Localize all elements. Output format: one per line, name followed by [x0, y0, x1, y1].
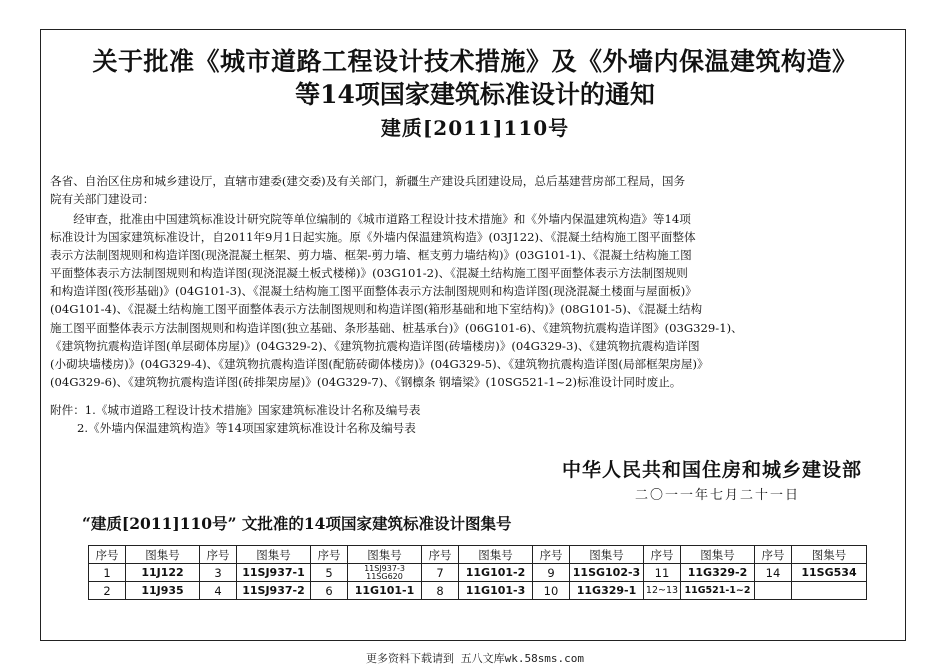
attachment-item: 2.《外墙内保温建筑构造》等14项国家建筑标准设计名称及编号表 — [77, 421, 416, 436]
table-title: “建质[2011]110号” 文批准的14项国家建筑标准设计图集号 — [82, 514, 512, 533]
table-cell: 11G101-1 — [348, 582, 422, 600]
stacked-code: 11SG620 — [366, 571, 403, 581]
table-cell: 11 — [644, 564, 681, 582]
body-line: (04G101-4)、《混凝土结构施工图平面整体表示方法制图规则和构造详图(箱形基础和地下室结构)》(08G101-5)、《混凝土结构 — [50, 302, 703, 317]
document-number: 建质[2011]110号 — [380, 116, 570, 140]
header-cell: 图集号 — [237, 546, 311, 564]
table-cell: 11G101-2 — [459, 564, 533, 582]
table-row — [89, 582, 867, 600]
table-cell: 11G521-1~2 — [681, 582, 755, 600]
header-cell: 图集号 — [570, 546, 644, 564]
table-cell: 14 — [755, 564, 792, 582]
header-cell: 序号 — [89, 546, 126, 564]
addressees-line: 院有关部门建设司： — [50, 192, 155, 207]
body-line: 《建筑物抗震构造详图(单层砌体房屋)》(04G329-2)、《建筑物抗震构造详图(砖墙楼房)》(04G329-3)、《建筑物抗震构造详图 — [50, 338, 700, 353]
addressees-line: 各省、自治区住房和城乡建设厅，直辖市建委(建交委)及有关部门，新疆生产建设兵团建设局，总后基建营房部工程局，国务 — [50, 174, 686, 188]
body-line: 平面整体表示方法制图规则和构造详图(现浇混凝土板式楼梯)》(03G101-2)、《混凝土结构施工图平面整体表示方法制图规则 — [50, 266, 688, 281]
table-cell: 2 — [89, 582, 126, 600]
table-cell: 10 — [533, 582, 570, 600]
table-cell: 5 — [311, 564, 348, 582]
notice-body — [50, 210, 868, 391]
issuing-authority: 中华人民共和国住房和城乡建设部 — [561, 459, 862, 481]
body-line: 和构造详图(筏形基础)》(04G101-3)、《混凝土结构施工图平面整体表示方法制图规则和构造详图(现浇混凝土楼面与屋面板)》 — [50, 284, 697, 299]
header-cell: 序号 — [644, 546, 681, 564]
table-cell: 11G329-1 — [570, 582, 644, 600]
table-cell: 11J122 — [126, 564, 200, 582]
body-line: (小砌块墙楼房)》(04G329-4)、《建筑物抗震构造详图(配筋砖砌体楼房)》(04G329-5)、《建筑物抗震构造详图(局部框架房屋)》 — [50, 356, 709, 371]
header-cell: 序号 — [533, 546, 570, 564]
table-cell: 6 — [311, 582, 348, 600]
table-cell: 1 — [89, 564, 126, 582]
table-cell: 11G101-3 — [459, 582, 533, 600]
header-cell: 序号 — [422, 546, 459, 564]
body-line: 经审查，批准由中国建筑标准设计研究院等单位编制的《城市道路工程设计技术措施》和《外墙内保温建筑构造》等14项 — [73, 212, 691, 226]
header-cell: 序号 — [755, 546, 792, 564]
table-cell: 11SG102-3 — [570, 564, 644, 582]
footer-download-note: 更多资料下载请到 五八文库wk.58sms.com — [365, 652, 585, 665]
table-cell — [792, 582, 867, 600]
stacked-code: 11SJ937-3 — [364, 563, 405, 573]
table-cell: 4 — [200, 582, 237, 600]
attachment-item: 附件：1.《城市道路工程设计技术措施》国家建筑标准设计名称及编号表 — [50, 403, 421, 417]
header-cell: 图集号 — [348, 546, 422, 564]
header-cell: 图集号 — [126, 546, 200, 564]
header-cell: 图集号 — [459, 546, 533, 564]
body-line: 标准设计为国家建筑标准设计，自2011年9月1日起实施。原《外墙内保温建筑构造》(03J122)、《混凝土结构施工图平面整体 — [50, 230, 696, 245]
addressees — [50, 172, 868, 208]
body-line: 施工图平面整体表示方法制图规则和构造详图(独立基础、条形基础、桩基承台)》(06G101-6)、《建筑物抗震构造详图》(03G329-1)、 — [50, 320, 743, 335]
header-cell: 序号 — [311, 546, 348, 564]
table-cell: 11G329-2 — [681, 564, 755, 582]
table-cell: 12~13 — [644, 582, 681, 600]
table-header-row — [89, 546, 867, 564]
table-cell: 9 — [533, 564, 570, 582]
table-cell: 8 — [422, 582, 459, 600]
table-cell: 11J935 — [126, 582, 200, 600]
table-cell — [755, 582, 792, 600]
header-cell: 序号 — [200, 546, 237, 564]
body-line: 表示方法制图规则和构造详图(现浇混凝土框架、剪力墙、框架-剪力墙、框支剪力墙结构)》(03G101-1)、《混凝土结构施工图 — [50, 248, 692, 263]
notice-title-line2: 等14项国家建筑标准设计的通知 — [295, 80, 655, 109]
table-cell: 11SJ937-2 — [237, 582, 311, 600]
header-cell: 图集号 — [792, 546, 867, 564]
table-cell-stacked — [348, 564, 422, 582]
atlas-number-table — [88, 545, 867, 600]
header-cell: 图集号 — [681, 546, 755, 564]
table-cell: 11SG534 — [792, 564, 867, 582]
issue-date: 二〇一一年七月二十一日 — [634, 488, 800, 503]
table-cell: 3 — [200, 564, 237, 582]
body-line: (04G329-6)、《建筑物抗震构造详图(砖排架房屋)》(04G329-7)、《钢檩条 钢墙梁》(10SG521-1~2)标准设计同时废止。 — [50, 374, 682, 389]
table-row — [89, 564, 867, 582]
table-cell: 11SJ937-1 — [237, 564, 311, 582]
table-cell: 7 — [422, 564, 459, 582]
notice-title-line1: 关于批准《城市道路工程设计技术措施》及《外墙内保温建筑构造》 — [92, 47, 858, 76]
attachments — [50, 401, 420, 438]
